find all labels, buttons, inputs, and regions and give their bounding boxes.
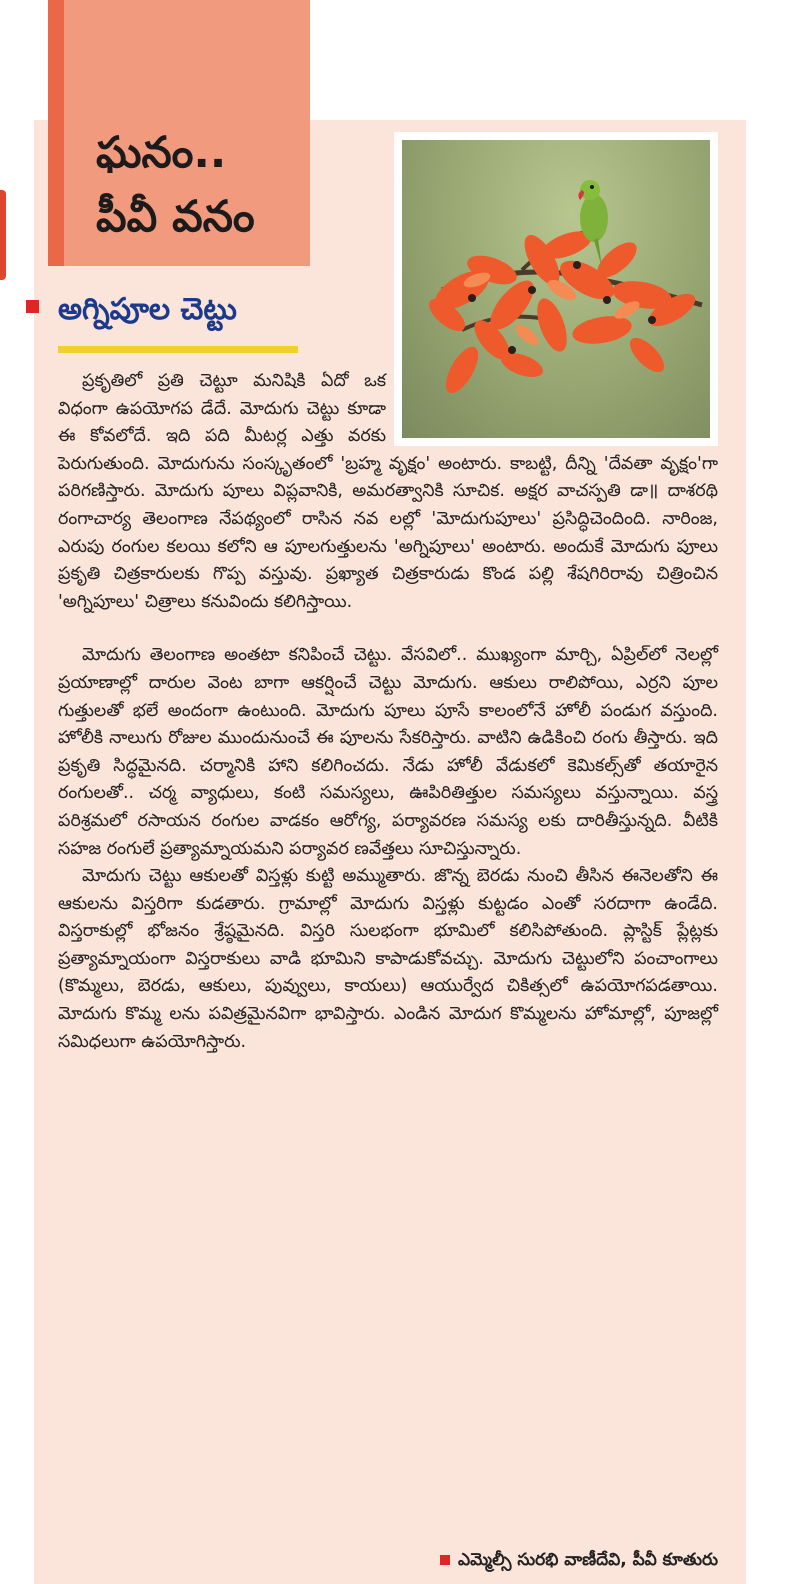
photo-wrap-spacer [386,368,718,450]
article-body [58,368,718,1056]
heading-underline [58,346,298,353]
credit-bullet [440,1555,450,1565]
title-stripe [48,0,64,266]
heading-bullet [26,300,39,313]
paragraph-3: మోదుగు చెట్టు ఆకులతో విస్తళ్లు కుట్టి అమ్ముతారు. జొన్న బెరడు నుంచి తీసిన ఈనెలతోని ఈ ఆకులను విస్తరిగా కుడతారు. గ్రామాల్లో మోదుగు విస్తళ్లు కుట్టడం ఎంతో సరదాగా ఉండేది. విస్తరాకుల్లో భోజనం శ్రేష్ఠమైనది. విస్తరి సులభంగా భూమిలో కలిసిపోతుంది. ప్లాస్టిక్ ప్లేట్లకు ప్రత్యామ్నాయంగా విస్తరాకులు వాడి భూమిని కాపాడుకోవచ్చు. మోదుగు చెట్టులోని పంచాంగాలు (కొమ్మలు, బెరడు, ఆకులు, పువ్వులు, కాయలు) ఆయుర్వేద చికిత్సలో ఉపయోగపడతాయి. మోదుగు కొమ్మ లను పవిత్రమైనవిగా భావిస్తారు. ఎండిన మోదుగ కొమ్మలను హోమాల్లో, పూజల్లో సమిధలుగా ఉపయోగిస్తారు. [58,866,718,1052]
paragraph-1: ప్రకృతిలో ప్రతి చెట్టూ మనిషికి ఏదో ఒక విధంగా ఉపయోగప డేదే. మోదుగు చెట్టు కూడా ఈ కోవలోదే. ఇది పది మీటర్ల ఎత్తు వరకు పెరుగుతుంది. మోదుగును సంస్కృతంలో 'బ్రహ్మ వృక్షం' అంటారు. కాబట్టి, దీన్ని 'దేవతా వృక్షం'గా పరిగణిస్తారు. మోదుగు పూలు విప్లవానికి, అమరత్వానికి సూచిక. అక్షర వాచస్పతి డా॥ దాశరథి రంగాచార్య తెలంగాణ నేపథ్యంలో రాసిన నవ లల్లో 'మోదుగుపూలు' ప్రసిద్ధిచెందింది. నారింజ, ఎరుపు రంగుల కలయి కలోని ఆ పూలగుత్తులను 'అగ్నిపూలు' అంటారు. అందుకే మోదుగు పూలు ప్రకృతి చిత్రకారులకు గొప్ప వస్తువు. ప్రఖ్యాత చిత్రకారుడు కొండ పల్లి శేషగిరిరావు చిత్రించిన 'అగ్నిపూలు' చిత్రాలు కనువిందు కలిగిస్తాయి. [58,368,718,616]
credit-text: ఎమ్మెల్సీ సురభి వాణీదేవి, పీవీ కూతురు [458,1550,718,1570]
title-line-2: పీవీ వనం [96,192,255,242]
section-heading: అగ్నిపూల చెట్టు [58,292,237,327]
left-edge-accent [0,190,6,280]
author-credit [440,1550,718,1574]
paragraph-2: మోదుగు తెలంగాణ అంతటా కనిపించే చెట్టు. వేసవిలో.. ముఖ్యంగా మార్చి, ఏప్రిల్‌లో నెలల్లో ప్రయాణాల్లో దారుల వెంట బాగా ఆకర్షించే చెట్టు మోదుగు. ఆకులు రాలిపోయి, ఎర్రని పూల గుత్తులతో భలే అందంగా ఉంటుంది. మోదుగు పూలు పూసే కాలంలోనే హోలీ పండుగ వస్తుంది. హోలీకి నాలుగు రోజుల ముందునుంచే ఈ పూలను సేకరిస్తారు. వాటిని ఉడికించి రంగు తీస్తారు. ఇది ప్రకృతి సిద్ధమైనది. చర్మానికి హాని కలిగించదు. నేడు హోలీ వేడుకలో కెమికల్స్‌తో తయారైన రంగులతో.. చర్మ వ్యాధులు, కంటి సమస్యలు, ఊపిరితిత్తుల సమస్యలు వస్తున్నాయి. వస్త్ర పరిశ్రమలో రసాయన రంగుల వాడకం ఆరోగ్య, పర్యావరణ సమస్య లకు దారితీస్తున్నది. వీటికి సహజ రంగులే ప్రత్యామ్నాయమని పర్యావర ణవేత్తలు సూచిస్తున్నారు. [58,645,718,859]
parakeet [578,180,608,268]
title-line-1: ఘనం.. [96,128,227,178]
